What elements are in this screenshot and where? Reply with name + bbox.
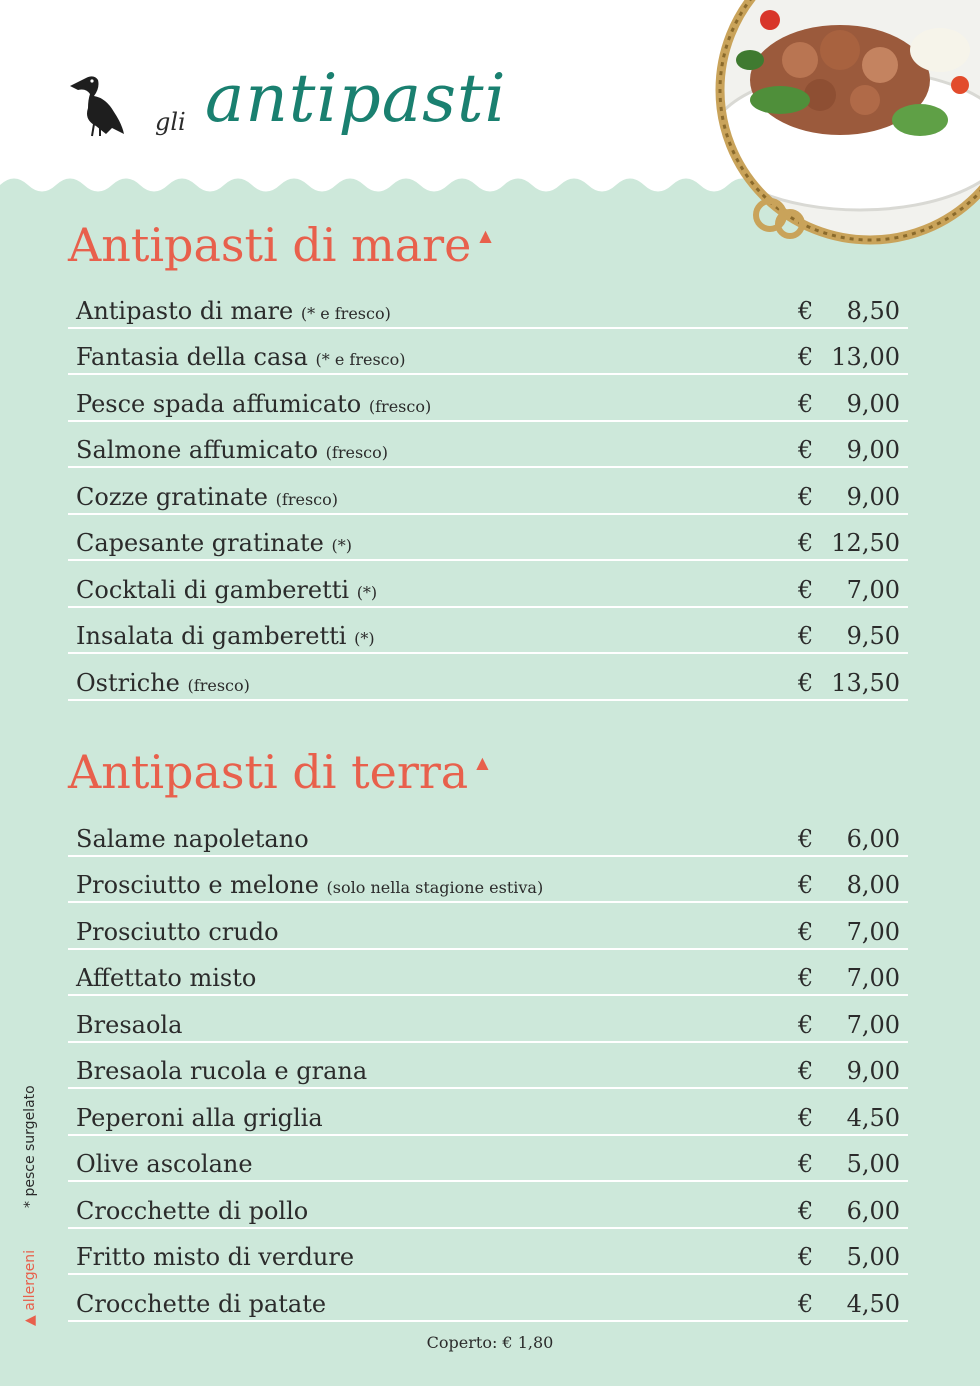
item-note: (* e fresco) [300, 303, 391, 323]
header-gli: gli [155, 108, 186, 136]
item-currency: € [798, 917, 814, 946]
item-name: Antipasto di mare [76, 296, 294, 325]
menu-item [68, 1229, 908, 1276]
section-title-text: Antipasti di terra [68, 745, 469, 799]
menu-item [68, 329, 908, 376]
item-name: Crocchette di patate [76, 1289, 327, 1318]
item-name: Salmone affumicato [76, 436, 319, 464]
menu-item [68, 996, 908, 1043]
item-name: Capesante gratinate [76, 529, 324, 557]
item-name: Prosciutto e melone [76, 871, 319, 899]
menu-item [68, 810, 908, 857]
item-name: Cozze gratinate [76, 482, 269, 511]
menu-item [68, 857, 908, 904]
item-currency: € [798, 1243, 814, 1271]
item-currency: € [798, 871, 814, 899]
item-price: 9,00 [846, 482, 900, 511]
item-currency: € [798, 436, 814, 464]
item-name: Fritto misto di verdure [76, 1243, 355, 1271]
section-title-text: Antipasti di mare [68, 218, 472, 272]
item-price: 8,00 [846, 871, 900, 899]
item-currency: € [798, 575, 814, 604]
pelican-logo-icon [66, 68, 126, 138]
item-note: (*) [331, 536, 352, 555]
item-currency: € [798, 296, 814, 325]
item-currency: € [798, 529, 814, 557]
item-note: (fresco) [325, 443, 388, 462]
menu-item [68, 1182, 908, 1229]
menu-list-mare [68, 282, 908, 701]
item-price: 5,00 [846, 1150, 900, 1178]
item-note: (fresco) [187, 675, 250, 695]
item-price: 5,00 [846, 1243, 900, 1271]
item-currency: € [798, 622, 814, 650]
item-currency: € [798, 1289, 814, 1318]
item-name: Fantasia della casa [76, 343, 308, 371]
coperto-note: Coperto: € 1,80 [426, 1333, 554, 1352]
menu-item [68, 1043, 908, 1090]
item-price: 9,00 [846, 1057, 900, 1085]
item-name: Pesce spada affumicato [76, 389, 362, 418]
item-currency: € [798, 1057, 814, 1085]
menu-item [68, 468, 908, 515]
item-currency: € [798, 668, 814, 697]
item-name: Salame napoletano [76, 824, 309, 853]
item-name: Cocktali di gamberetti [76, 575, 350, 604]
item-name: Olive ascolane [76, 1150, 253, 1178]
item-price: 9,50 [846, 622, 900, 650]
item-price: 7,00 [846, 575, 900, 604]
item-price: 13,00 [831, 343, 900, 371]
item-currency: € [798, 1010, 814, 1039]
menu-item [68, 375, 908, 422]
item-currency: € [798, 964, 814, 992]
item-note: (fresco) [368, 396, 432, 416]
item-currency: € [798, 1103, 814, 1132]
item-currency: € [798, 1150, 814, 1178]
item-name: Affettato misto [76, 964, 257, 992]
page-title: antipasti [205, 60, 507, 137]
section-title-terra [68, 745, 489, 799]
menu-list-terra [68, 810, 908, 1322]
allergen-marker-icon: ▲ [476, 753, 489, 772]
item-name: Crocchette di pollo [76, 1196, 309, 1225]
item-currency: € [798, 482, 814, 511]
menu-item [68, 561, 908, 608]
menu-item [68, 654, 908, 701]
item-name: Bresaola rucola e grana [76, 1057, 368, 1085]
item-note: (fresco) [275, 489, 338, 509]
item-price: 7,00 [846, 1010, 900, 1039]
menu-item [68, 1089, 908, 1136]
item-price: 4,50 [846, 1289, 900, 1318]
item-price: 8,50 [846, 296, 900, 325]
item-note: (*) [354, 629, 375, 648]
menu-item [68, 515, 908, 562]
item-name: Ostriche [76, 668, 180, 697]
item-price: 12,50 [831, 529, 900, 557]
seafood-photo [690, 0, 980, 250]
item-price: 7,00 [846, 964, 900, 992]
item-price: 6,00 [846, 824, 900, 853]
item-price: 9,00 [846, 389, 900, 418]
item-currency: € [798, 824, 814, 853]
item-price: 13,50 [831, 668, 900, 697]
item-price: 9,00 [846, 436, 900, 464]
item-name: Bresaola [76, 1010, 183, 1039]
item-note: (*) [356, 582, 378, 602]
item-note: (* e fresco) [315, 350, 406, 369]
item-currency: € [798, 1196, 814, 1225]
section-title-mare [68, 218, 492, 272]
item-note: (solo nella stagione estiva) [326, 878, 544, 897]
menu-item [68, 950, 908, 997]
item-currency: € [798, 343, 814, 371]
legend-pesce-surgelato: * pesce surgelato [22, 1085, 38, 1208]
menu-item [68, 422, 908, 469]
item-price: 7,00 [846, 917, 900, 946]
item-currency: € [798, 389, 814, 418]
item-name: Peperoni alla griglia [76, 1103, 323, 1132]
item-price: 6,00 [846, 1196, 900, 1225]
menu-item [68, 1275, 908, 1322]
allergen-marker-icon: ▲ [479, 226, 492, 245]
menu-item [68, 608, 908, 655]
menu-item [68, 1136, 908, 1183]
menu-item [68, 903, 908, 950]
item-price: 4,50 [846, 1103, 900, 1132]
legend-allergeni: ▲ allergeni [22, 1250, 38, 1326]
item-name: Insalata di gamberetti [76, 622, 347, 650]
menu-item [68, 282, 908, 329]
item-name: Prosciutto crudo [76, 917, 279, 946]
